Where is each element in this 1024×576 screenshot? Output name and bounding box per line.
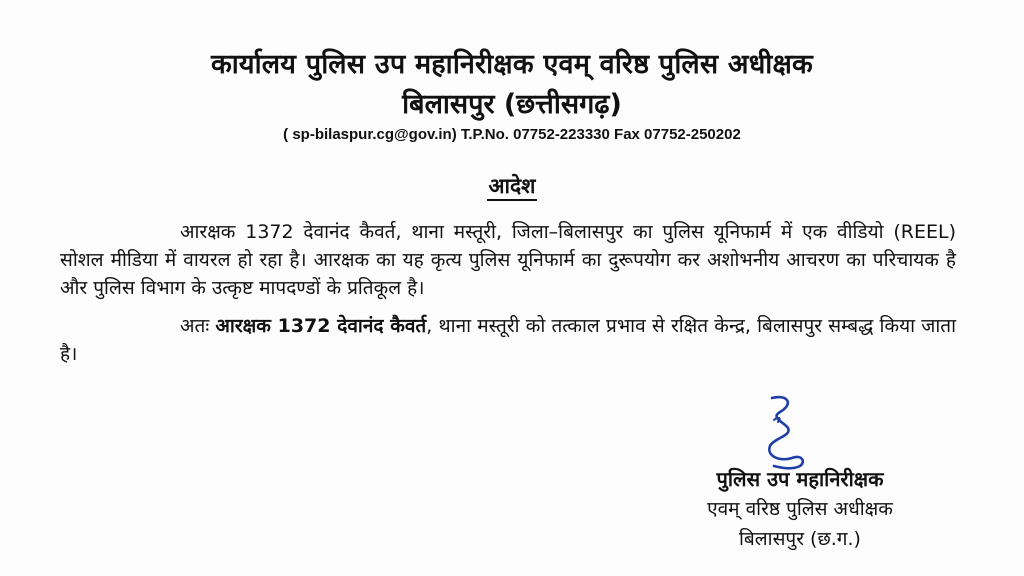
signatory-title: एवम् वरिष्ठ पुलिस अधीक्षक	[707, 498, 893, 520]
signatory-designation: पुलिस उप महानिरीक्षक	[716, 467, 884, 491]
office-heading: कार्यालय पुलिस उप महानिरीक्षक एवम् वरिष्ठ पुलिस अधीक्षक	[211, 49, 813, 80]
office-location: बिलासपुर (छत्तीसगढ़)	[402, 89, 622, 120]
signature-scribble	[744, 392, 814, 472]
para2-prefix: अतः	[180, 315, 216, 337]
signature-block	[640, 464, 960, 554]
order-paragraph-1: आरक्षक 1372 देवानंद कैवर्त, थाना मस्तूरी, जिला–बिलासपुर का पुलिस यूनिफार्म में एक वीडियो (REEL) सोशल मीडिया में वायरल हो रहा है। आरक्षक का यह कृत्य पुलिस यूनिफार्म का दुरूपयोग कर अशोभनीय आचरण का परिचायक है और पुलिस विभाग के उत्कृष्ट मापदण्डों के प्रतिकूल है।	[60, 221, 956, 299]
signatory-location: बिलासपुर (छ.ग.)	[739, 528, 861, 550]
order-paragraph-2	[60, 312, 956, 368]
contact-line: ( sp-bilaspur.cg@gov.in) T.P.No. 07752-223330 Fax 07752-250202	[283, 126, 741, 143]
order-title	[0, 172, 1024, 200]
order-body	[60, 218, 956, 378]
order-title-text: आदेश	[487, 174, 538, 201]
para2-rest: , थाना मस्तूरी को तत्काल प्रभाव से रक्षित केन्द्र, बिलासपुर सम्बद्ध किया जाता है।	[60, 315, 956, 365]
para2-bold: आरक्षक 1372 देवानंद कैवर्त	[215, 315, 427, 337]
